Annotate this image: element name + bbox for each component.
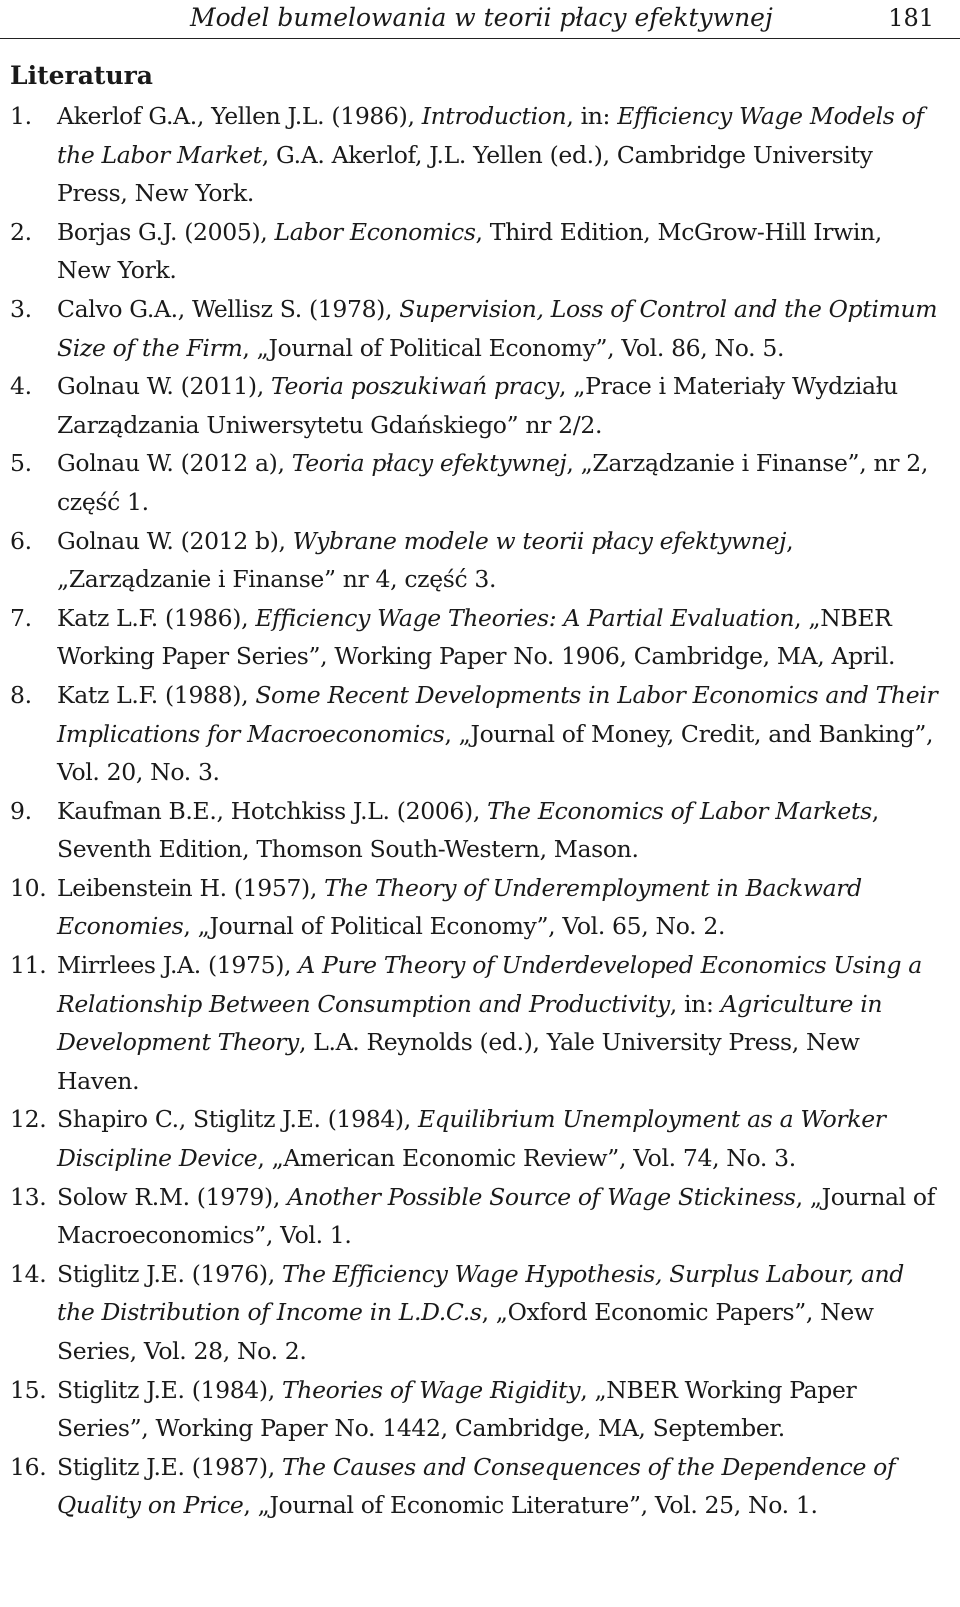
reference-segment: , „Journal of Macroeconomics”, Vol. 1. [57, 1182, 936, 1250]
reference-item [0, 1371, 960, 1448]
reference-item [0, 946, 960, 1100]
reference-segment: , „American Economic Review”, Vol. 74, No. 3. [257, 1144, 796, 1173]
reference-title: Equilibrium Unemployment as a Worker Discipline Device [57, 1105, 886, 1173]
reference-segment: Leibenstein H. (1957), [57, 873, 325, 902]
reference-item [0, 792, 960, 869]
reference-list [0, 97, 960, 1525]
section-title: Literatura [10, 61, 153, 90]
reference-number: 5. [10, 449, 32, 478]
reference-text [57, 102, 924, 207]
reference-number: 2. [10, 217, 32, 246]
reference-segment: , „Prace i Materiały Wydziału Zarządzania Uniwersytetu Gdańskiego” nr 2/2. [57, 372, 898, 439]
reference-segment: , „Zarządzanie i Finanse”, nr 2, część 1. [57, 449, 928, 516]
reference-segment: Stiglitz J.E. (1984), [57, 1375, 282, 1404]
reference-number: 9. [10, 796, 32, 825]
reference-item [0, 599, 960, 676]
reference-segment: , in: [669, 989, 721, 1018]
reference-item [0, 213, 960, 290]
reference-text [57, 295, 937, 362]
reference-title: The Causes and Consequences of the Dependence of Quality on Price [57, 1452, 896, 1520]
reference-item [0, 97, 960, 213]
reference-title: Some Recent Developments in Labor Economics and Their Implications for Macroeconomics [57, 680, 938, 748]
reference-title: Teoria płacy efektywnej [291, 449, 567, 478]
reference-segment: , Third Edition, McGrow-Hill Irwin, New York. [57, 217, 882, 285]
reference-number: 7. [10, 603, 32, 632]
reference-title: Agriculture in Development Theory [57, 989, 883, 1057]
reference-segment: , „Zarządzanie i Finanse” nr 4, część 3. [57, 526, 794, 594]
reference-item [0, 676, 960, 792]
reference-segment: , G.A. Akerlof, J.L. Yellen (ed.), Cambridge University Press, New York. [57, 140, 873, 208]
running-header [0, 0, 960, 39]
reference-title: The Theory of Underemployment in Backward Economies [57, 873, 862, 941]
reference-text [57, 218, 882, 285]
reference-item [0, 1255, 960, 1371]
reference-segment: , L.A. Reynolds (ed.), Yale University Press, New Haven. [57, 1028, 860, 1095]
reference-text [57, 1183, 935, 1250]
reference-text [57, 449, 928, 516]
reference-title: Efficiency Wage Theories: A Partial Evaluation [255, 603, 795, 632]
reference-text [57, 797, 879, 864]
reference-segment: Kaufman B.E., Hotchkiss J.L. (2006), [57, 796, 488, 825]
reference-title: Wybrane modele w teorii płacy efektywnej [292, 526, 787, 555]
reference-number: 12. [10, 1105, 47, 1134]
page-number: 181 [888, 4, 934, 32]
reference-title: Theories of Wage Rigidity [281, 1375, 581, 1404]
reference-segment: Akerlof G.A., Yellen J.L. (1986), [57, 102, 422, 130]
reference-title: Supervision, Loss of Control and the Optimum Size of the Firm [57, 294, 938, 362]
reference-number: 16. [10, 1452, 47, 1481]
reference-text [57, 527, 793, 594]
reference-text [57, 874, 862, 941]
reference-item [0, 522, 960, 599]
reference-text [57, 604, 895, 671]
reference-title: Teoria poszukiwań pracy [270, 372, 560, 401]
reference-number: 11. [10, 951, 47, 980]
reference-text [57, 1376, 856, 1443]
reference-segment: , in: [566, 102, 618, 130]
reference-title: Efficiency Wage Models of the Labor Market [57, 102, 924, 169]
reference-number: 15. [10, 1375, 47, 1404]
reference-text [57, 1260, 904, 1365]
reference-item [0, 1100, 960, 1177]
reference-segment: Golnau W. (2012 b), [57, 526, 293, 555]
reference-segment: Katz L.F. (1986), [57, 603, 256, 632]
reference-segment: , „Journal of Political Economy”, Vol. 86, No. 5. [242, 333, 785, 362]
reference-segment: , „Journal of Money, Credit, and Banking”, Vol. 20, No. 3. [57, 719, 934, 787]
reference-item [0, 1178, 960, 1255]
reference-text [57, 372, 898, 439]
reference-segment: , Seventh Edition, Thomson South-Western, Mason. [57, 796, 879, 864]
reference-item [0, 1448, 960, 1525]
reference-segment: Shapiro C., Stiglitz J.E. (1984), [57, 1105, 418, 1134]
reference-text [57, 951, 922, 1095]
reference-item [0, 444, 960, 521]
reference-segment: Katz L.F. (1988), [57, 680, 256, 709]
reference-number: 1. [10, 102, 32, 130]
reference-segment: Mirrlees J.A. (1975), [57, 951, 299, 980]
reference-number: 13. [10, 1182, 47, 1211]
reference-segment: Stiglitz J.E. (1976), [57, 1259, 282, 1288]
reference-item [0, 367, 960, 444]
reference-number: 4. [10, 372, 32, 401]
reference-segment: , „Journal of Political Economy”, Vol. 65, No. 2. [183, 912, 726, 941]
reference-segment: , „Journal of Economic Literature”, Vol. 25, No. 1. [243, 1491, 818, 1520]
reference-segment: Golnau W. (2012 a), [57, 449, 292, 478]
running-title: Model bumelowania w teorii płacy efektywnej [190, 3, 773, 32]
reference-title: Labor Economics [274, 217, 476, 246]
reference-segment: , „Oxford Economic Papers”, New Series, Vol. 28, No. 2. [57, 1298, 874, 1365]
reference-number: 3. [10, 294, 32, 323]
reference-segment: Calvo G.A., Wellisz S. (1978), [57, 294, 400, 323]
reference-number: 14. [10, 1259, 47, 1288]
reference-title: Another Possible Source of Wage Stickiness [287, 1182, 796, 1211]
reference-text [57, 1453, 895, 1520]
reference-segment: Stiglitz J.E. (1987), [57, 1452, 282, 1481]
reference-number: 6. [10, 526, 32, 555]
reference-segment: , „NBER Working Paper Series”, Working Paper No. 1906, Cambridge, MA, April. [57, 603, 896, 671]
reference-number: 8. [10, 680, 32, 709]
reference-segment: Borjas G.J. (2005), [57, 217, 275, 246]
reference-text [57, 1105, 886, 1172]
reference-title: Introduction [421, 102, 567, 130]
reference-segment: Solow R.M. (1979), [57, 1182, 288, 1211]
reference-title: A Pure Theory of Underdeveloped Economics Using a Relationship Between Consumption and Productivity [57, 951, 922, 1018]
reference-segment: , „NBER Working Paper Series”, Working Paper No. 1442, Cambridge, MA, September. [57, 1375, 857, 1443]
reference-title: The Efficiency Wage Hypothesis, Surplus Labour, and the Distribution of Income in L.D.C.s [57, 1259, 904, 1327]
reference-title: The Economics of Labor Markets [487, 796, 872, 825]
reference-text [57, 681, 937, 786]
reference-segment: Golnau W. (2011), [57, 372, 271, 401]
reference-item [0, 290, 960, 367]
reference-number: 10. [10, 873, 47, 902]
reference-item [0, 869, 960, 946]
